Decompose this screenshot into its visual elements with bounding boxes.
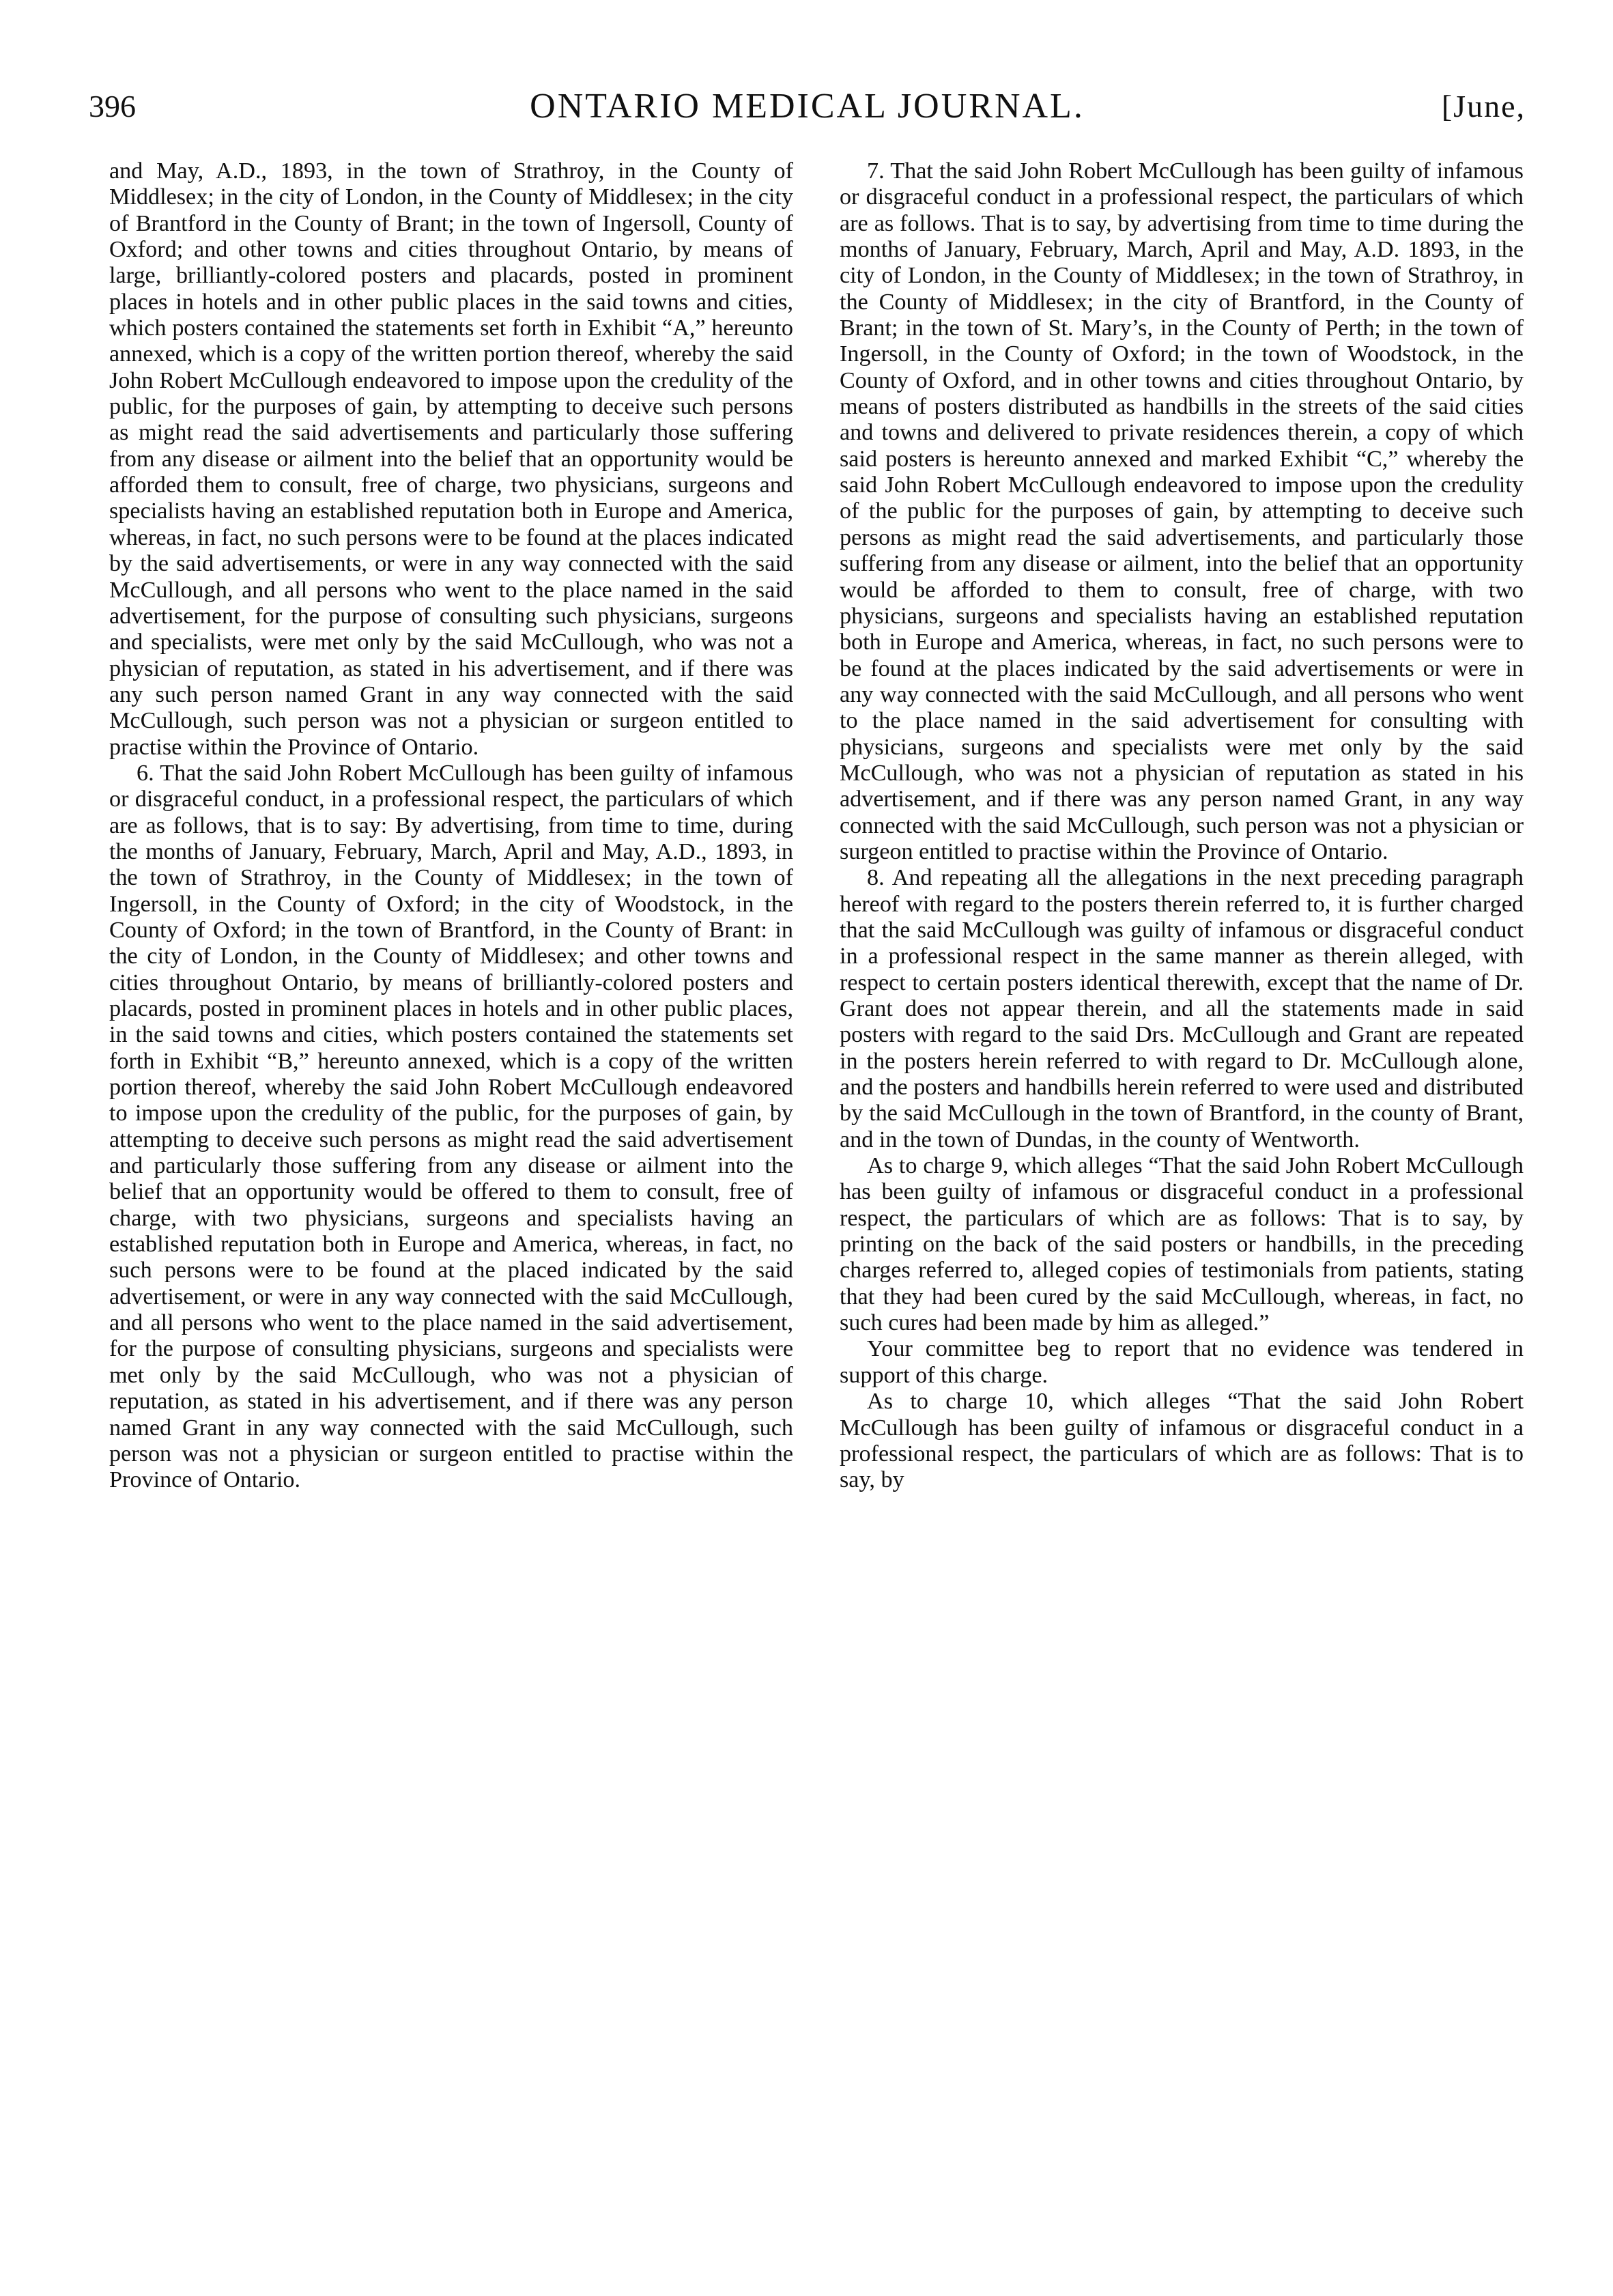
paragraph-continued: and May, A.D., 1893, in the town of Strathroy, in the County of Middlesex; in the city of London, in the County of Middlesex; in the city of Brantford in the County of Brant; in the town of Ingersoll, County of Oxford; and other towns and cities throughout Ontario, by means of large, brilliantly-colored posters and placards, posted in prominent places in hotels and in other public places in the said towns and cities, which posters contained the statements set forth in Exhibit “A,” hereunto annexed, which is a copy of the written portion thereof, whereby the said John Robert McCullough endeavored to impose upon the credulity of the public, for the purposes of gain, by attempting to deceive such persons as might read the said advertisements and particularly those suffering from any disease or ailment into the belief that an opportunity would be afforded them to consult, free of charge, two physicians, surgeons and specialists having an established reputation both in Europe and America, whereas, in fact, no such persons were to be found at the places indicated by the said advertisements, or were in any way connected with the said McCullough, and all persons who went to the place named in the said advertisement, for the purpose of consulting such physicians, surgeons and specialists, were met only by the said McCullough, who was not a physician of reputation, as stated in his advertisement, and if there was any such person named Grant in any way connected with the said McCullough, such person was not a physician or surgeon entitled to practise within the Province of Ontario.: [109, 158, 793, 760]
issue-month: [June,: [1441, 89, 1526, 124]
paragraph-charge-10: As to charge 10, which alleges “That the said John Robert McCullough has been guilty of infamous or disgraceful conduct in a professional respect, the particulars of which are as follows: That is to say, by: [840, 1389, 1524, 1493]
paragraph-charge-7: 7. That the said John Robert McCullough has been guilty of infamous or disgraceful conduct in a professional respect, the particulars of which are as follows. That is to say, by advertising from time to time during the months of January, February, March, April and May, A.D. 1893, in the city of London, in the County of Middlesex; in the town of Strathroy, in the County of Middlesex; in the city of Brantford, in the County of Brant; in the town of St. Mary’s, in the County of Perth; in the town of Ingersoll, in the County of Oxford; in the town of Woodstock, in the County of Oxford, and in other towns and cities throughout Ontario, by means of posters distributed as handbills in the streets of the said cities and towns and delivered to private residences therein, a copy of which said posters is hereunto annexed and marked Exhibit “C,” whereby the said John Robert McCullough endeavored to impose upon the credulity of the public for the purposes of gain, by attempting to deceive such persons as might read the said advertisements, and particularly those suffering from any disease or ailment, into the belief that an opportunity would be afforded to them to consult, free of charge, with two physicians, surgeons and specialists having an established reputation both in Europe and America, whereas, in fact, no such persons were to be found at the places indicated by the said advertisements or were in any way connected with the said McCullough, and all persons who went to the place named in the said advertisement for consulting with physicians, surgeons and specialists were met only by the said McCullough, who was not a physician of reputation as stated in his advertisement, and if there was any person named Grant, in any way connected with the said McCullough, such person was not a physician or surgeon entitled to practise within the Province of Ontario.: [840, 158, 1524, 864]
page-header: [89, 81, 1526, 132]
journal-title: ONTARIO MEDICAL JOURNAL.: [530, 87, 1085, 126]
right-column: [840, 158, 1524, 1494]
paragraph-committee-report: Your committee beg to report that no evidence was tendered in support of this charge.: [840, 1336, 1524, 1388]
page-number: 396: [89, 89, 136, 124]
left-column: [109, 158, 793, 1494]
paragraph-charge-9: As to charge 9, which alleges “That the said John Robert McCullough has been guilty of infamous or disgraceful conduct in a professional respect, the particulars of which are as follows: That is to say, by printing on the back of the said posters or handbills, in the preceding charges referred to, alleged copies of testimonials from patients, stating that they had been cured by the said McCullough, whereas, in fact, no such cures had been made by him as alleged.”: [840, 1153, 1524, 1336]
paragraph-charge-8: 8. And repeating all the allegations in the next preceding paragraph hereof with regard to the posters therein referred to, it is further charged that the said McCullough was guilty of infamous or disgraceful conduct in a professional respect in the same manner as therein alleged, with respect to certain posters identical therewith, except that the name of Dr. Grant does not appear therein, and all the statements made in said posters with regard to the said Drs. McCullough and Grant are repeated in the posters herein referred to with regard to Dr. McCullough alone, and the posters and handbills herein referred to were used and distributed by the said McCullough in the town of Brantford, in the county of Brant, and in the town of Dundas, in the county of Wentworth.: [840, 865, 1524, 1152]
paragraph-charge-6: 6. That the said John Robert McCullough has been guilty of infamous or disgraceful conduct, in a professional respect, the particulars of which are as follows, that is to say: By advertising, from time to time, during the months of January, February, March, April and May, A.D., 1893, in the town of Strathroy, in the County of Middlesex; in the town of Ingersoll, in the County of Oxford; in the city of Woodstock, in the County of Oxford; in the town of Brantford, in the County of Brant: in the city of London, in the County of Middlesex; and other towns and cities throughout Ontario, by means of brilliantly-colored posters and placards, posted in prominent places in hotels and in other public places, in the said towns and cities, which posters contained the statements set forth in Exhibit “B,” hereunto annexed, which is a copy of the written portion thereof, whereby the said John Robert McCullough endeavored to impose upon the credulity of the public, for the purposes of gain, by attempting to deceive such persons as might read the said advertisement and particularly those suffering from any disease or ailment into the belief that an opportunity would be offered to them to consult, free of charge, with two physicians, surgeons and specialists having an established reputation both in Europe and America, whereas, in fact, no such persons were to be found at the placed indicated by the said advertisement, or were in any way connected with the said McCullough, and all persons who went to the place named in the said advertisement, for the purpose of consulting physicians, surgeons and specialists were met only by the said McCullough, who was not a physician of reputation, as stated in his advertisement, and if there was any person named Grant in any way connected with the said McCullough, such person was not a physician or surgeon entitled to practise within the Province of Ontario.: [109, 760, 793, 1493]
